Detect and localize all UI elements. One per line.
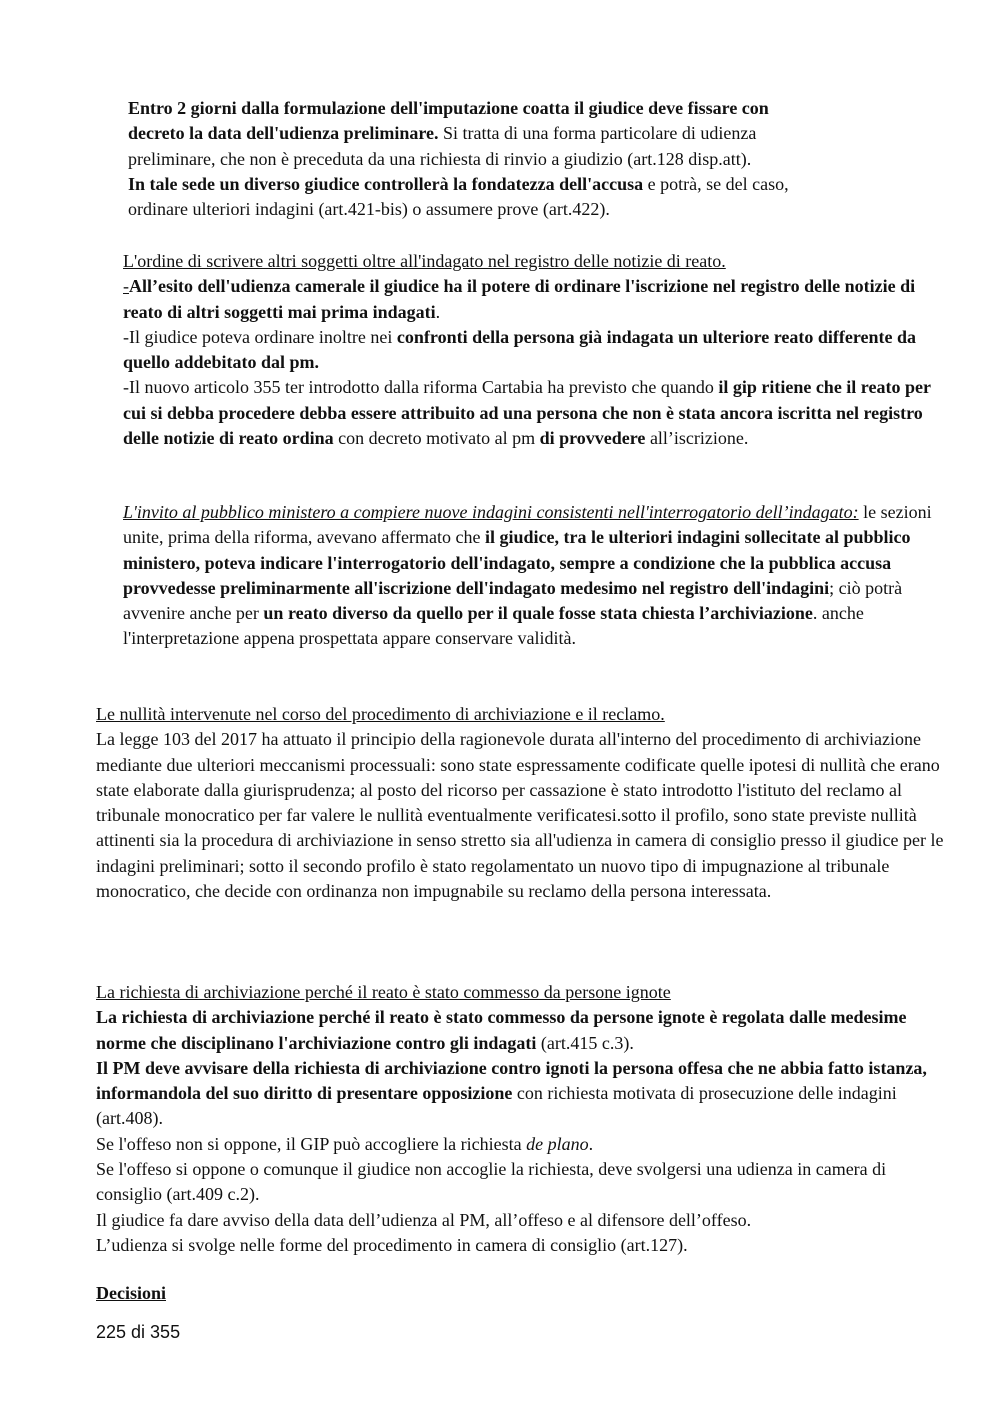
page-number: 225 di 355 (96, 1322, 181, 1342)
body-text: Se l'offeso si oppone o comunque il giudice non accoglie la richiesta, deve svolgersi una udienza in camera di consiglio (art.409 c.2). (96, 1159, 887, 1205)
section-invito-pm (123, 500, 953, 652)
body-text: le sezioni unite, prima della riforma, avevano affermato che (123, 502, 932, 548)
section-heading: Le nullità intervenute nel corso del procedimento di archiviazione e il reclamo. (96, 704, 665, 724)
section-ordine-iscrizione: L'ordine di scrivere altri soggetti oltre all'indagato nel registro delle notizie di reato. -All’esito dell'udienza camerale il giudice ha il potere di ordinare l'iscrizione nel registro delle notizie di reato di altri soggetti mai prima indagati. -Il giudice poteva ordinare inoltre nei confronti della persona già indagata un ulteriore reato differente da quello addebitato dal pm. -Il nuovo articolo 355 ter introdotto dalla riforma Cartabia ha previsto che quando il gip ritiene che il reato per cui si debba procedere debba essere attribuito ad una persona che non è stata ancora iscritta nel registro delle notizie di reato ordina con decreto motivato al pm di provvedere all’iscrizione. (123, 249, 953, 451)
section-nullita-reclamo (96, 702, 956, 904)
section-persone-ignote: La richiesta di archiviazione perché il reato è stato commesso da persone ignote La richiesta di archiviazione perché il reato è stato commesso da persone ignote è regolata dalle medesime norme che disciplinano l'archiviazione contro gli indagati (art.415 c.3). Il PM deve avvisare della richiesta di archiviazione contro ignoti la persona offesa che ne abbia fatto istanza, informandola del suo diritto di presentare opposizione con richiesta motivata di prosecuzione delle indagini (art.408). Se l'offeso non si oppone, il GIP può accogliere la richiesta de plano. Se l'offeso si oppone o comunque il giudice non accoglie la richiesta, deve svolgersi una udienza in camera di consiglio (art.409 c.2). Il giudice fa dare avviso della data dell’udienza al PM, all’offeso e al difensore dell’offeso. L’udienza si svolge nelle forme del procedimento in camera di consiglio (art.127). (96, 980, 956, 1258)
body-text: ordinare ulteriori indagini (art.421-bis) o assumere prove (art.422). (128, 199, 610, 220)
body-text: preliminare, che non è preceduta da una richiesta di rinvio a giudizio (art.128 disp.att). (128, 148, 752, 169)
body-text: L’udienza si svolge nelle forme del procedimento in camera di consiglio (art.127). (96, 1234, 688, 1255)
paragraph-imputazione-coatta (128, 96, 948, 222)
bold-text: In tale sede un diverso giudice controllerà la fondatezza dell'accusa (128, 173, 644, 194)
section-heading: L'invito al pubblico ministero a compiere nuove indagini consistenti nell'interrogatorio dell’indagato: (123, 502, 859, 522)
bold-text: Il PM deve avvisare della richiesta di archiviazione contro ignoti la persona offesa che ne abbia fatto istanza, informandola del suo diritto di presentare opposizione (96, 1057, 927, 1104)
bold-text: All’esito dell'udienza camerale il giudice ha il potere di ordinare l'iscrizione nel registro delle notizie di reato di altri soggetti mai prima indagati (123, 276, 916, 322)
section-heading: La richiesta di archiviazione perché il reato è stato commesso da persone ignote (96, 982, 671, 1002)
body-text: Il giudice fa dare avviso della data dell’udienza al PM, all’offeso e al difensore dell’offeso. (96, 1209, 752, 1230)
body-text: . anche l'interpretazione appena prospettata appare conservare validità. (123, 603, 864, 649)
section-heading: Decisioni (96, 1283, 166, 1303)
body-text: con richiesta motivata di prosecuzione delle indagini (art.408). (96, 1083, 897, 1129)
bold-text: decreto la data dell'udienza preliminare. (128, 123, 439, 144)
body-text: Si tratta di una forma particolare di udienza (438, 123, 757, 144)
body-text: all’iscrizione. (645, 428, 749, 449)
body-text: -Il giudice poteva ordinare inoltre nei (123, 326, 397, 347)
body-text: ; ciò potrà avvenire anche per (123, 577, 903, 624)
body-text: Se l'offeso non si oppone, il GIP può accogliere la richiesta (96, 1133, 527, 1154)
bold-text: il gip ritiene che il reato per cui si debba procedere debba essere attribuito ad una persona che non è stata ancora iscritta nel registro delle notizie di reato ordina (123, 377, 931, 449)
italic-text: de plano (526, 1133, 589, 1154)
bold-text: un reato diverso da quello per il quale fosse stata chiesta l’archiviazione (263, 603, 813, 624)
body-text: La legge 103 del 2017 ha attuato il principio della ragionevole durata all'interno del procedimento di archiviazione mediante due ulteriori meccanismi processuali: sono state espressamente codificate quelle ipotesi di nullità che erano state elaborate dalla giurisprudenza; al posto del ricorso per cassazione è stato introdotto l'istituto del reclamo al tribunale monocratico per far valere le nullità eventualmente verificatesi.sotto il profilo, sono state previste nullità attinenti sia la procedura di archiviazione in senso stretto sia all'udienza in camera di consiglio presso il giudice per le indagini preliminari; sotto il secondo profilo è stato regolamentato un nuovo tipo di impugnazione al tribunale monocratico, che decide con ordinanza non impugnabile su reclamo della persona interessata. (96, 729, 944, 902)
bold-text: il giudice, tra le ulteriori indagini sollecitate al pubblico ministero, poteva indicare l'interrogatorio dell'indagato, sempre a condizione che la pubblica accusa provvedesse preliminarmente all'iscrizione dell'indagato medesimo nel registro dell'indagini (123, 527, 911, 598)
body-text: (art.415 c.3). (536, 1032, 634, 1053)
dash-mark: - (123, 276, 129, 297)
section-decisioni (96, 1281, 956, 1306)
body-text: -Il nuovo articolo 355 ter introdotto dalla riforma Cartabia ha previsto che quando (123, 377, 719, 398)
bold-text: di provvedere (539, 428, 646, 449)
body-text: e potrà, se del caso, (643, 173, 789, 194)
bold-text: Entro 2 giorni dalla formulazione dell'imputazione coatta il giudice deve fissare con (128, 98, 769, 118)
section-heading: L'ordine di scrivere altri soggetti oltre all'indagato nel registro delle notizie di reato. (123, 251, 726, 271)
bold-text: La richiesta di archiviazione perché il reato è stato commesso da persone ignote è regolata dalle medesime norme che disciplinano l'archiviazione contro gli indagati (96, 1007, 907, 1053)
body-text: con decreto motivato al pm (333, 428, 540, 449)
bold-text: confronti della persona già indagata un ulteriore reato differente da quello addebitato dal pm. (123, 326, 917, 373)
